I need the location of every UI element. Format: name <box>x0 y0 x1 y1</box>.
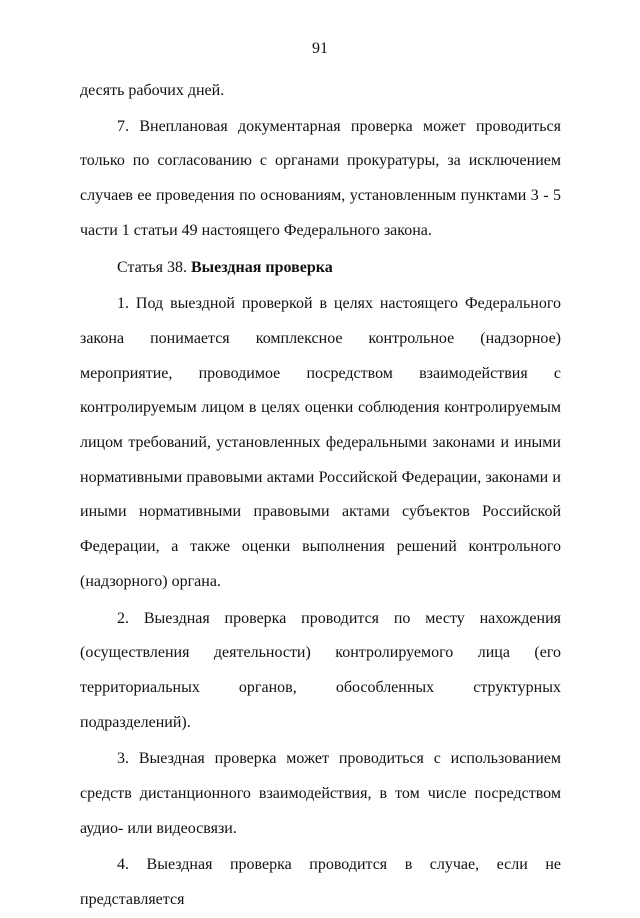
paragraph-article-38-item-2: 2. Выездная проверка проводится по месту нахождения (осуществления деятельности) контролируемого лица (его территориальных органов, обособленных структурных подразделений). <box>80 609 561 731</box>
paragraph-item-7: 7. Внеплановая документарная проверка может проводиться только по согласованию с органами прокуратуры, за исключением случаев ее проведения по основаниям, установленным пунктами 3 - 5 части 1 статьи 49 настоящего Федерального закона. <box>80 117 561 239</box>
article-number: Статья 38. <box>117 258 191 276</box>
article-title: Выездная проверка <box>190 258 333 276</box>
paragraph-article-38-item-1: 1. Под выездной проверкой в целях настоящего Федерального закона понимается комплексное контрольное (надзорное) мероприятие, проводимое посредством взаимодействия с контролируемым лицом в целях оценки соблюдения контролируемым лицом требований, установленных федеральными законами и иными нормативными правовыми актами Российской Федерации, законами и иными нормативными правовыми актами субъектов Российской Федерации, а также оценки выполнения решений контрольного (надзорного) органа. <box>80 295 561 590</box>
document-body <box>80 74 561 918</box>
paragraph-continuation: десять рабочих дней. <box>80 82 225 99</box>
article-heading <box>80 251 561 286</box>
paragraph-article-38-item-3: 3. Выездная проверка может проводиться с использованием средств дистанционного взаимодействия, в том числе посредством аудио- или видеосвязи. <box>80 750 561 837</box>
page-number: 91 <box>312 40 328 57</box>
paragraph-article-38-item-4: 4. Выездная проверка проводится в случае, если не представляется <box>80 856 561 909</box>
